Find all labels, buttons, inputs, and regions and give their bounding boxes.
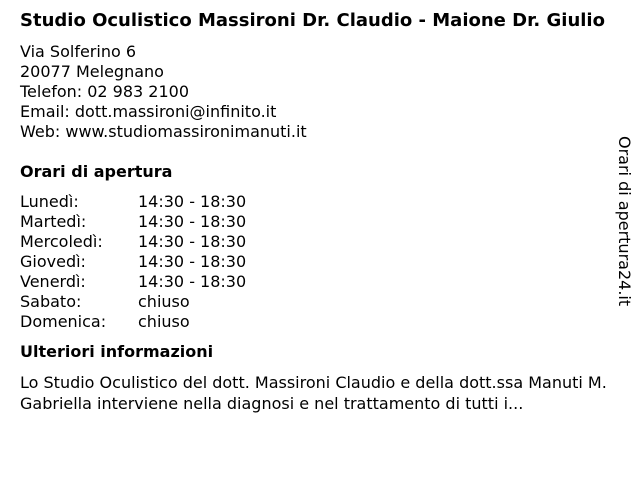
hours-row-wednesday <box>20 232 610 252</box>
day-label: Mercoledì: <box>20 232 103 251</box>
day-label: Sabato: <box>20 292 82 311</box>
page-title: Studio Oculistico Massironi Dr. Claudio - Maione Dr. Giulio <box>20 10 605 31</box>
address-block <box>20 42 610 142</box>
opening-hours-heading: Orari di apertura <box>20 162 173 181</box>
hours-value: 14:30 - 18:30 <box>138 192 247 211</box>
hours-row-saturday <box>20 292 610 312</box>
opening-hours-table <box>20 192 610 332</box>
day-label: Domenica: <box>20 312 107 331</box>
further-info-text: Lo Studio Oculistico del dott. Massironi Claudio e della dott.ssa Manuti M. Gabriella interviene nella diagnosi e nel trattamento di tutti i... <box>20 373 607 413</box>
hours-row-tuesday <box>20 212 610 232</box>
hours-value: 14:30 - 18:30 <box>138 212 247 231</box>
hours-value: 14:30 - 18:30 <box>138 232 247 251</box>
phone-number: Telefon: 02 983 2100 <box>20 82 190 101</box>
hours-value: 14:30 - 18:30 <box>138 272 247 291</box>
email-address: Email: dott.massironi@infinito.it <box>20 102 277 121</box>
hours-row-friday <box>20 272 610 292</box>
studio-card <box>20 10 610 414</box>
day-label: Martedì: <box>20 212 87 231</box>
street-address: Via Solferino 6 <box>20 42 137 61</box>
hours-row-sunday <box>20 312 610 332</box>
brand-watermark: Orari di apertura24.it <box>615 136 634 307</box>
hours-row-thursday <box>20 252 610 272</box>
day-label: Venerdì: <box>20 272 86 291</box>
postal-city: 20077 Melegnano <box>20 62 164 81</box>
further-info-heading: Ulteriori informazioni <box>20 342 214 361</box>
day-label: Giovedì: <box>20 252 86 271</box>
website-address: Web: www.studiomassironimanuti.it <box>20 122 307 141</box>
hours-row-monday <box>20 192 610 212</box>
hours-value: 14:30 - 18:30 <box>138 252 247 271</box>
hours-value: chiuso <box>138 292 190 311</box>
hours-value: chiuso <box>138 312 190 331</box>
day-label: Lunedì: <box>20 192 79 211</box>
